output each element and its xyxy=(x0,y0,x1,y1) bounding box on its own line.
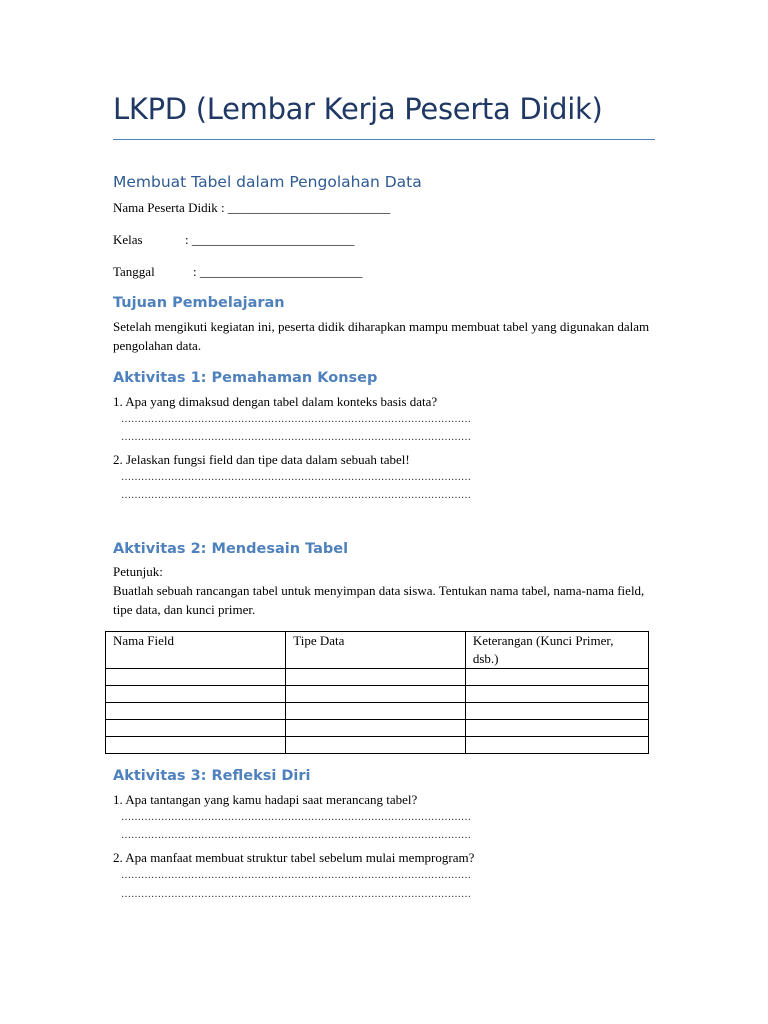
table-cell[interactable] xyxy=(106,686,286,703)
answer-line: …………………………………………………………………………………………… xyxy=(121,432,471,443)
title-divider xyxy=(113,139,655,140)
activity3-heading: Aktivitas 3: Refleksi Diri xyxy=(113,768,311,784)
answer-line: …………………………………………………………………………………………… xyxy=(121,889,471,900)
table-cell[interactable] xyxy=(286,669,466,686)
answer-line: …………………………………………………………………………………………… xyxy=(121,472,471,483)
table-row xyxy=(106,737,649,754)
table-design-grid xyxy=(105,631,649,754)
table-row xyxy=(106,686,649,703)
answer-line: …………………………………………………………………………………………… xyxy=(121,490,471,501)
activity1-heading: Aktivitas 1: Pemahaman Konsep xyxy=(113,370,378,386)
class-field: : _________________________ xyxy=(185,232,355,247)
activity3-question-2: 2. Apa manfaat membuat struktur tabel sebelum mulai memprogram? xyxy=(113,850,475,865)
table-cell[interactable] xyxy=(106,720,286,737)
table-cell[interactable] xyxy=(465,737,648,754)
table-cell[interactable] xyxy=(106,669,286,686)
table-cell[interactable] xyxy=(465,703,648,720)
table-cell[interactable] xyxy=(286,686,466,703)
table-row xyxy=(106,669,649,686)
header-field-name: Nama Field xyxy=(106,632,286,669)
table-cell[interactable] xyxy=(106,737,286,754)
instruction-label: Petunjuk: xyxy=(113,564,163,579)
answer-line: …………………………………………………………………………………………… xyxy=(121,414,471,425)
table-row xyxy=(106,703,649,720)
goal-heading: Tujuan Pembelajaran xyxy=(113,295,285,311)
table-cell[interactable] xyxy=(465,720,648,737)
table-header-row xyxy=(106,632,649,669)
activity3-question-1: 1. Apa tantangan yang kamu hadapi saat merancang tabel? xyxy=(113,792,418,807)
date-label: Tanggal xyxy=(113,264,155,279)
answer-line: …………………………………………………………………………………………… xyxy=(121,870,471,881)
header-notes: Keterangan (Kunci Primer, dsb.) xyxy=(465,632,648,669)
page-title: LKPD (Lembar Kerja Peserta Didik) xyxy=(113,92,603,126)
activity1-question-2: 2. Jelaskan fungsi field dan tipe data dalam sebuah tabel! xyxy=(113,452,410,467)
table-cell[interactable] xyxy=(286,703,466,720)
table-cell[interactable] xyxy=(286,737,466,754)
table-cell[interactable] xyxy=(106,703,286,720)
date-field: : _________________________ xyxy=(193,264,363,279)
worksheet-subtitle: Membuat Tabel dalam Pengolahan Data xyxy=(113,173,422,191)
table-row xyxy=(106,720,649,737)
activity2-heading: Aktivitas 2: Mendesain Tabel xyxy=(113,541,349,557)
header-data-type: Tipe Data xyxy=(286,632,466,669)
table-cell[interactable] xyxy=(465,669,648,686)
class-label: Kelas xyxy=(113,232,143,247)
table-cell[interactable] xyxy=(286,720,466,737)
student-name-field: Nama Peserta Didik : _________________________ xyxy=(113,200,391,215)
goal-text: Setelah mengikuti kegiatan ini, peserta didik diharapkan mampu membuat tabel yang digunakan dalam pengolahan data. xyxy=(113,319,650,353)
table-cell[interactable] xyxy=(465,686,648,703)
answer-line: …………………………………………………………………………………………… xyxy=(121,812,471,823)
answer-line: …………………………………………………………………………………………… xyxy=(121,830,471,841)
instruction-text: Buatlah sebuah rancangan tabel untuk menyimpan data siswa. Tentukan nama tabel, nama-nama field, tipe data, dan kunci primer. xyxy=(113,583,645,617)
activity1-question-1: 1. Apa yang dimaksud dengan tabel dalam konteks basis data? xyxy=(113,394,438,409)
